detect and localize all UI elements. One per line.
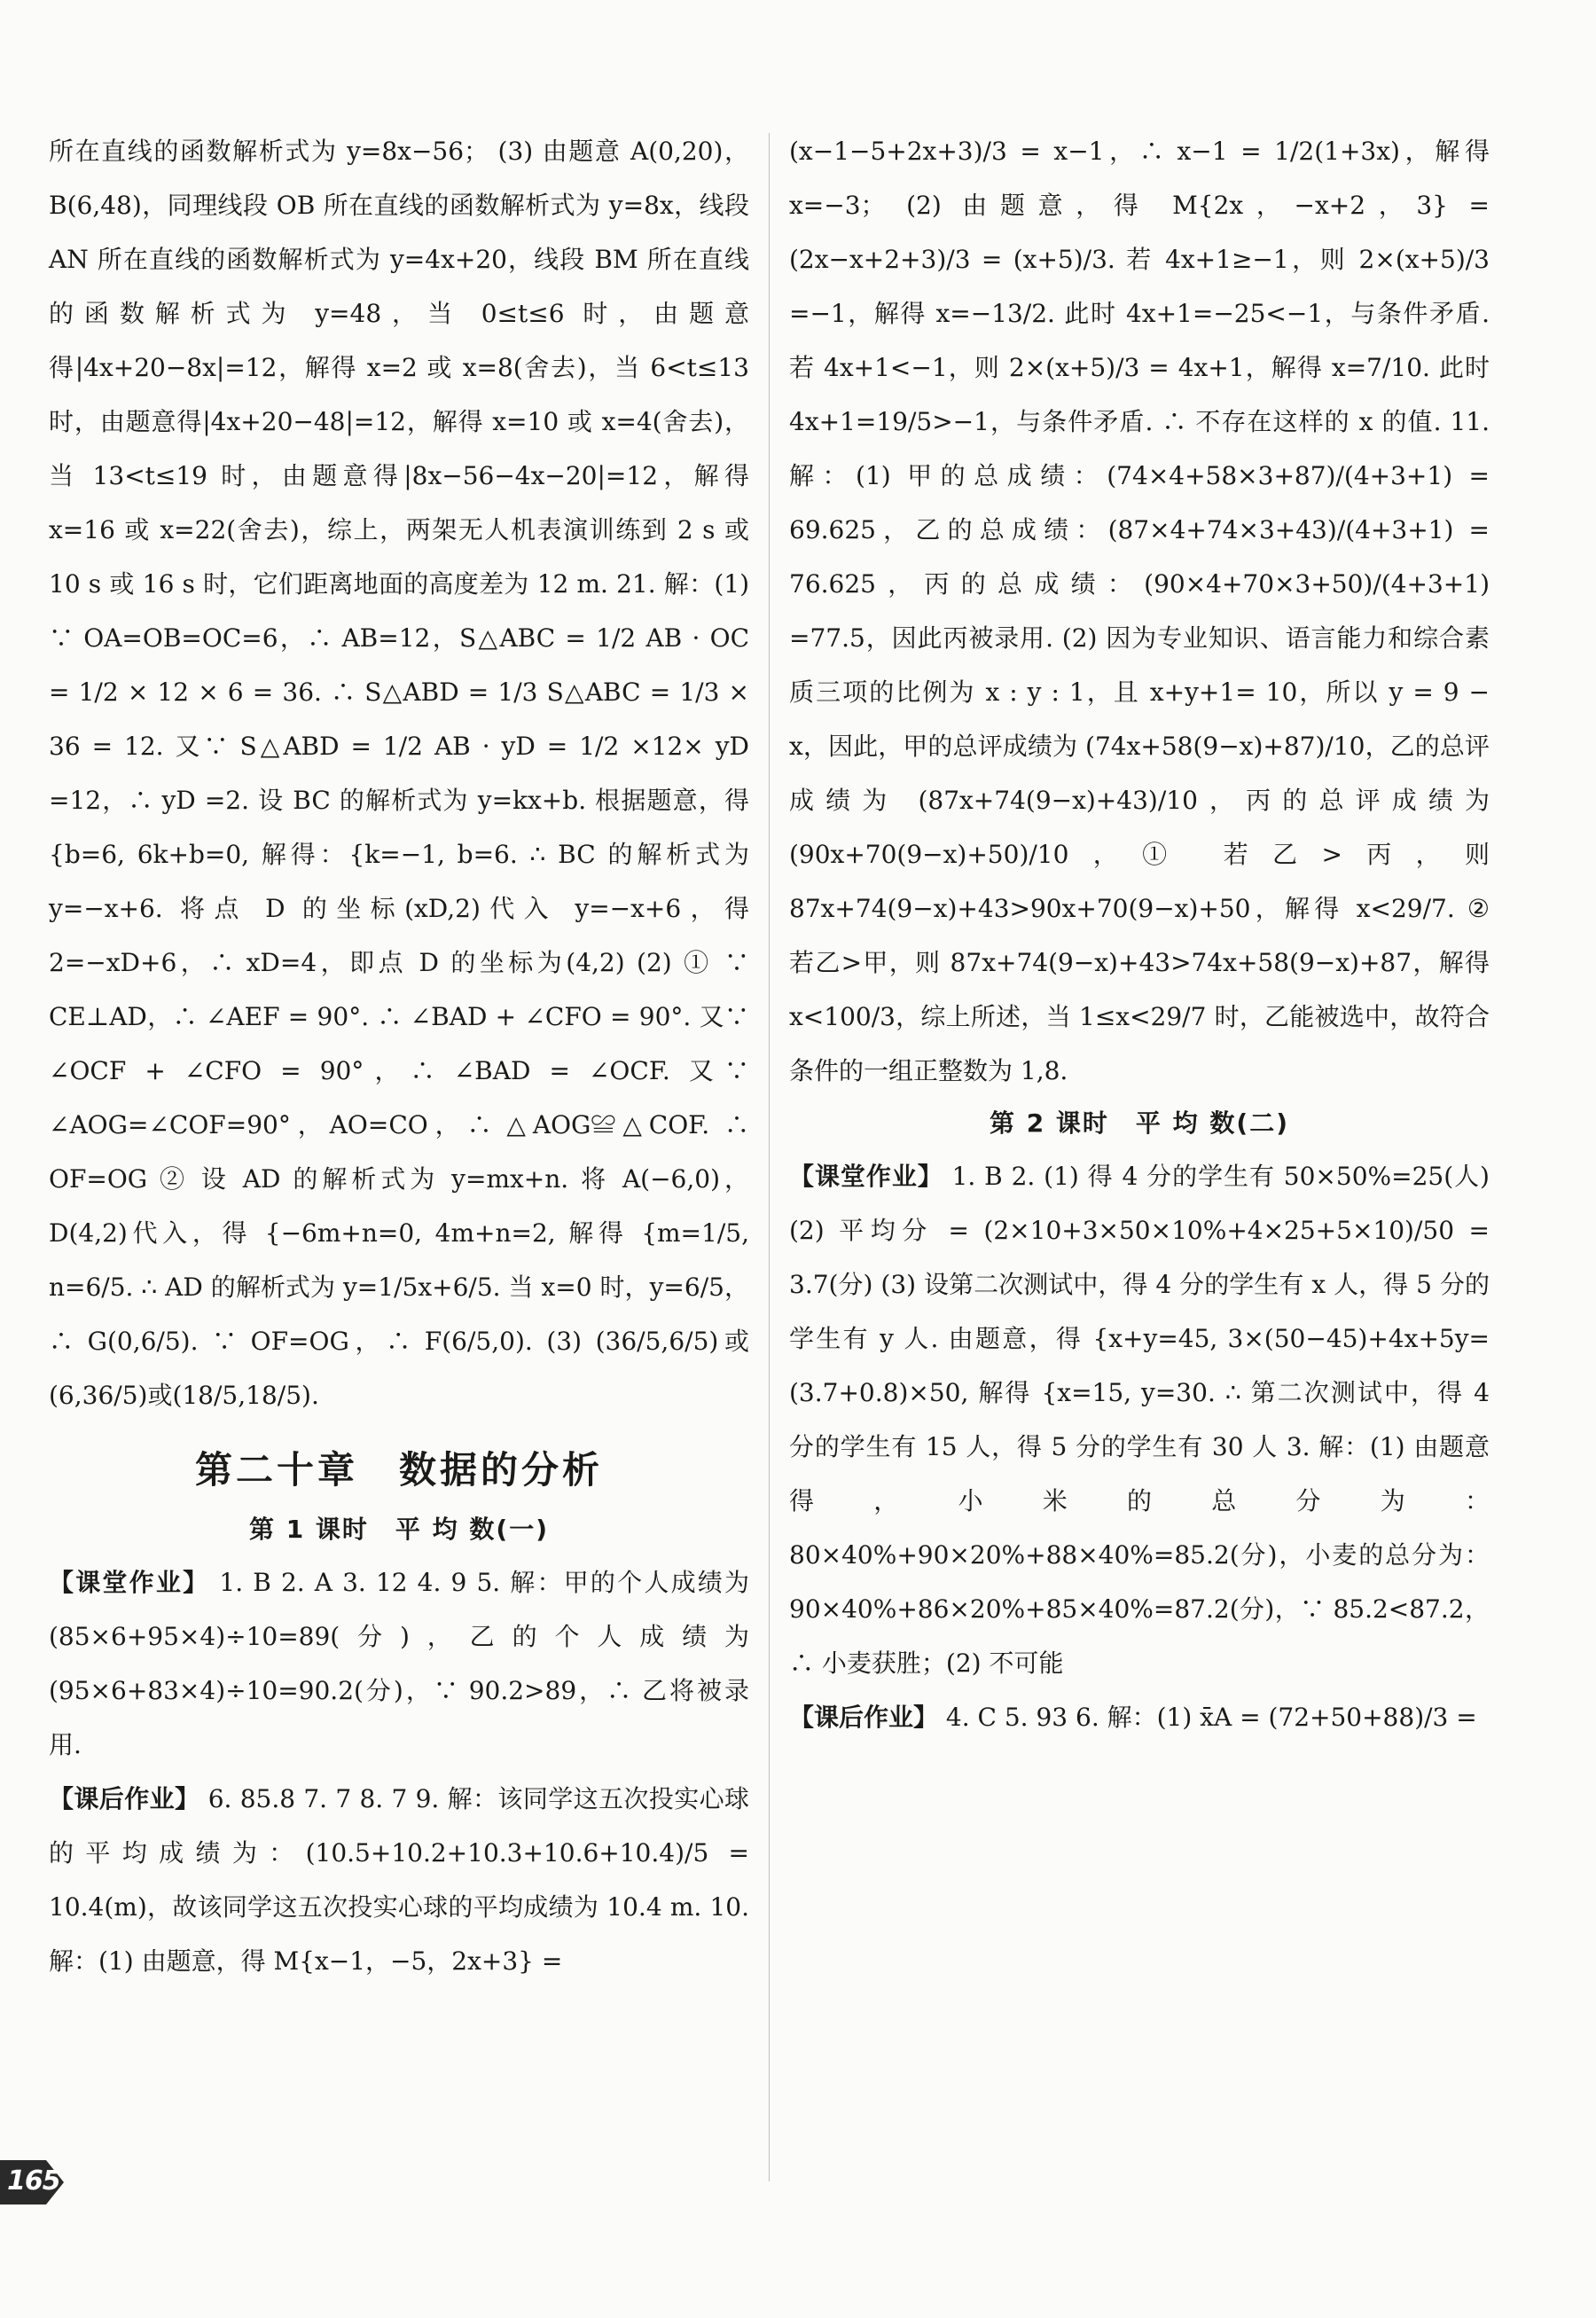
right-column — [789, 124, 1490, 1744]
page-number: 165 — [7, 2165, 60, 2197]
homework-tag: 【课后作业】 — [49, 1784, 200, 1813]
left-paragraph-solution: 所在直线的函数解析式为 y=8x−56； (3) 由题意 A(0,20)，B(6,48)，同理线段 OB 所在直线的函数解析式为 y=8x，线段 AN 所在直线的函数解析式为 y=4x+20，线段 BM 所在直线的函数解析式为 y=48，当 0≤t≤6 时，由题意得|4x+20−8x|=12，解得 x=2 或 x=8(舍去)，当 6<t≤13 时，由题意得|4x+20−48|=12，解得 x=10 或 x=4(舍去)，当 13<t≤19 时，由题意得|8x−56−4x−20|=12，解得 x=16 或 x=22(舍去)，综上，两架无人机表演训练到 2 s 或 10 s 或 16 s 时，它们距离地面的高度差为 12 m. 21. 解：(1) ∵ OA=OB=OC=6，∴ AB=12，S△ABC = 1/2 AB · OC = 1/2 × 12 × 6 = 36. ∴ S△ABD = 1/3 S△ABC = 1/3 × 36 = 12. 又∵ S△ABD = 1/2 AB · yD = 1/2 ×12× yD =12，∴ yD =2. 设 BC 的解析式为 y=kx+b. 根据题意，得 {b=6, 6k+b=0, 解得：{k=−1, b=6. ∴ BC 的解析式为 y=−x+6. 将点 D 的坐标(xD,2)代入 y=−x+6，得 2=−xD+6，∴ xD=4，即点 D 的坐标为(4,2) (2) ① ∵ CE⊥AD，∴ ∠AEF = 90°. ∴ ∠BAD + ∠CFO = 90°. 又∵ ∠OCF + ∠CFO = 90°，∴ ∠BAD = ∠OCF. 又∵ ∠AOG=∠COF=90°，AO=CO，∴ △AOG≌△COF. ∴ OF=OG ② 设 AD 的解析式为 y=mx+n. 将 A(−6,0)，D(4,2)代入，得 {−6m+n=0, 4m+n=2, 解得 {m=1/5, n=6/5. ∴ AD 的解析式为 y=1/5x+6/5. 当 x=0 时，y=6/5，∴ G(0,6/5). ∵ OF=OG，∴ F(6/5,0). (3) (36/5,6/5)或(6,36/5)或(18/5,18/5). — [49, 137, 749, 1410]
chapter-title: 第二十章 数据的分析 — [194, 1448, 603, 1492]
classwork-section-2 — [789, 1149, 1490, 1690]
classwork-tag: 【课堂作业】 — [789, 1162, 943, 1191]
classwork-text: 1. B 2. A 3. 12 4. 9 5. 解：甲的个人成绩为(85×6+95×4)÷10=89(分)，乙的个人成绩为(95×6+83×4)÷10=90.2(分)，∵ 90.2>89，∴ 乙将被录用. — [49, 1568, 749, 1759]
column-divider — [769, 133, 770, 2181]
homework-text: 4. C 5. 93 6. 解：(1) x̄A = (72+50+88)/3 = — [945, 1703, 1477, 1732]
lesson-title-2: 第 2 课时 平 均 数(二) — [989, 1108, 1290, 1138]
homework-tag: 【课后作业】 — [789, 1703, 939, 1732]
homework-section-1 — [49, 1772, 749, 1988]
classwork-section-1 — [49, 1555, 749, 1772]
left-column — [49, 124, 749, 1988]
lesson-title-1: 第 1 课时 平 均 数(一) — [248, 1515, 550, 1544]
homework-text: 6. 85.8 7. 7 8. 7 9. 解：该同学这五次投实心球的平均成绩为：(10.5+10.2+10.3+10.6+10.4)/5 = 10.4(m)，故该同学这五次投实心球的平均成绩为 10.4 m. 10. 解：(1) 由题意，得 M{x−1，−5，2x+3} = — [49, 1784, 749, 1976]
right-paragraph-solution: (x−1−5+2x+3)/3 = x−1，∴ x−1 = 1/2(1+3x)，解得 x=−3； (2) 由题意，得 M{2x，−x+2，3} = (2x−x+2+3)/3 = (x+5)/3. 若 4x+1≥−1，则 2×(x+5)/3 =−1，解得 x=−13/2. 此时 4x+1=−25<−1，与条件矛盾. 若 4x+1<−1，则 2×(x+5)/3 = 4x+1，解得 x=7/10. 此时 4x+1=19/5>−1，与条件矛盾. ∴ 不存在这样的 x 的值. 11. 解：(1) 甲的总成绩：(74×4+58×3+87)/(4+3+1) = 69.625，乙的总成绩：(87×4+74×3+43)/(4+3+1) = 76.625，丙的总成绩：(90×4+70×3+50)/(4+3+1) =77.5，因此丙被录用. (2) 因为专业知识、语言能力和综合素质三项的比例为 x : y : 1，且 x+y+1= 10，所以 y = 9 − x，因此，甲的总评成绩为 (74x+58(9−x)+87)/10，乙的总评成绩为 (87x+74(9−x)+43)/10，丙的总评成绩为 (90x+70(9−x)+50)/10，① 若乙>丙，则 87x+74(9−x)+43>90x+70(9−x)+50，解得 x<29/7. ② 若乙>甲，则 87x+74(9−x)+43>74x+58(9−x)+87，解得 x<100/3，综上所述，当 1≤x<29/7 时，乙能被选中，故符合条件的一组正整数为 1,8. — [789, 137, 1490, 1085]
homework-section-2 — [789, 1690, 1490, 1744]
classwork-tag: 【课堂作业】 — [49, 1568, 210, 1597]
classwork-text: 1. B 2. (1) 得 4 分的学生有 50×50%=25(人) (2) 平均分 = (2×10+3×50×10%+4×25+5×10)/50 = 3.7(分) (3) 设第二次测试中，得 4 分的学生有 x 人，得 5 分的学生有 y 人. 由题意，得 {x+y=45, 3×(50−45)+4x+5y=(3.7+0.8)×50, 解得 {x=15, y=30. ∴ 第二次测试中，得 4 分的学生有 15 人，得 5 分的学生有 30 人 3. 解：(1) 由题意得，小米的总分为：80×40%+90×20%+88×40%=85.2(分)，小麦的总分为：90×40%+86×20%+85×40%=87.2(分)，∵ 85.2<87.2，∴ 小麦获胜；(2) 不可能 — [789, 1162, 1490, 1678]
